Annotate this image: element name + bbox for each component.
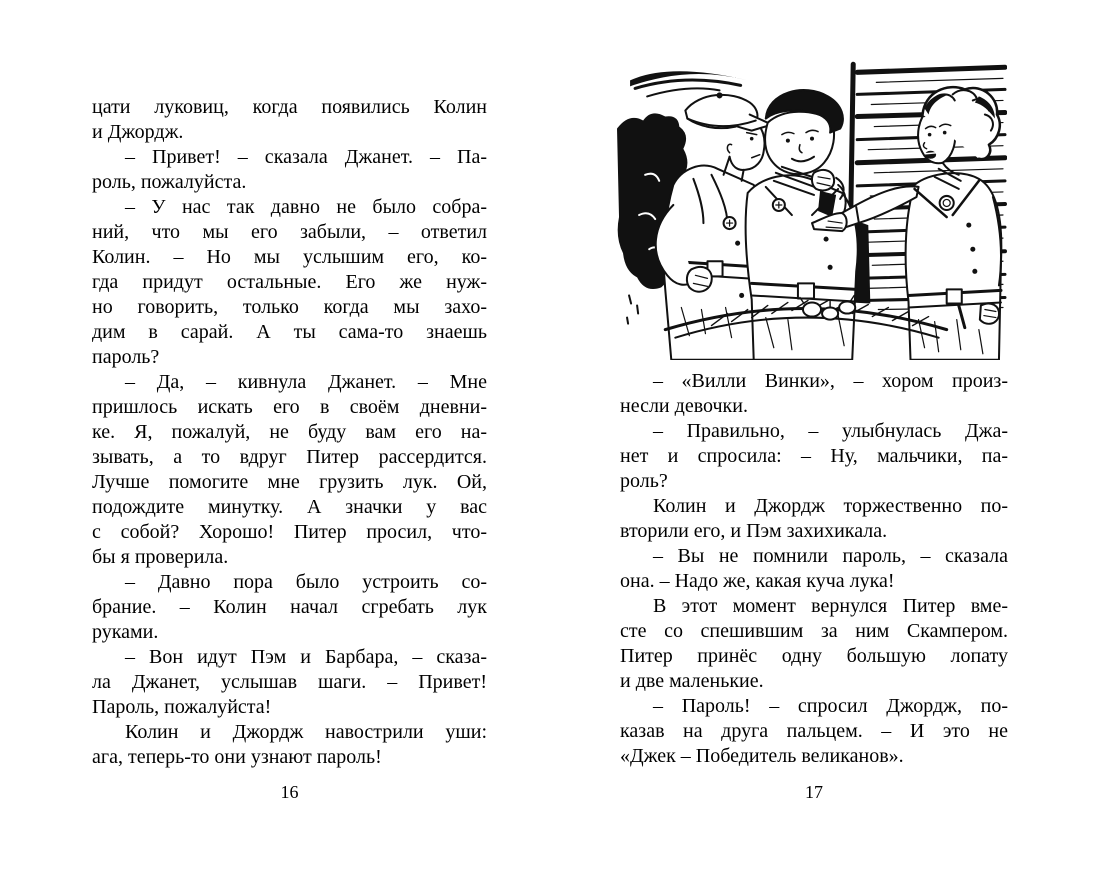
text-line: цати луковиц, когда появились Колин [92, 96, 487, 118]
text-line: – Давно пора было устроить со- [125, 571, 487, 593]
text-line: ке. Я, пожалуй, не буду вам его на- [92, 421, 487, 443]
text-line: Питер принёс одну большую лопату [620, 645, 1008, 667]
text-line: роль? [620, 470, 668, 492]
right-page-text [620, 369, 1008, 769]
text-line: сте со спешившим за ним Скампером. [620, 620, 1008, 642]
text-line: – Да, – кивнула Джанет. – Мне [125, 371, 487, 393]
text-line: вторили его, и Пэм захихикала. [620, 520, 888, 542]
text-line: и Джордж. [92, 121, 184, 143]
text-line: гда придут остальные. Его же нуж- [92, 271, 487, 293]
text-line: несли девочки. [620, 395, 748, 417]
text-line: «Джек – Победитель великанов». [620, 745, 904, 767]
text-line: брание. – Колин начал сгребать лук [92, 596, 487, 618]
sky-scribble [630, 71, 748, 96]
text-line: пришлось искать его в своём дневни- [92, 396, 487, 418]
text-line: – У нас так давно не было собра- [125, 196, 487, 218]
text-line: Лучше помогите мне грузить лук. Ой, [92, 471, 487, 493]
text-line: она. – Надо же, какая куча лука! [620, 570, 895, 592]
book-illustration [615, 56, 1007, 360]
text-line: Колин и Джордж навострили уши: [125, 721, 487, 743]
text-line: ла Джанет, услышав шаги. – Привет! [92, 671, 487, 693]
text-line: В этот момент вернулся Питер вме- [653, 595, 1008, 617]
text-line: ний, что мы его забыли, – ответил [92, 221, 487, 243]
text-line: но говорить, только когда мы захо- [92, 296, 487, 318]
text-line: – Вон идут Пэм и Барбара, – сказа- [125, 646, 487, 668]
text-line: – Пароль! – спросил Джордж, по- [653, 695, 1008, 717]
text-line: и две маленькие. [620, 670, 764, 692]
text-line: подождите минутку. А значки у вас [92, 496, 487, 518]
text-line: руками. [92, 621, 159, 643]
page-number-right: 17 [805, 782, 823, 802]
text-line: с собой? Хорошо! Питер просил, что- [92, 521, 487, 543]
text-line: роль, пожалуйста. [92, 171, 247, 193]
text-line: казав на друга пальцем. – И это не [620, 720, 1008, 742]
page-number-left: 16 [280, 782, 299, 802]
text-line: Колин. – Но мы услышим его, ко- [92, 246, 487, 268]
text-line: Колин и Джордж торжественно по- [653, 495, 1008, 517]
text-line: бы я проверила. [92, 546, 229, 568]
text-line: – Привет! – сказала Джанет. – Па- [125, 146, 487, 168]
text-line: – «Вилли Винки», – хором произ- [653, 370, 1008, 392]
text-line: Пароль, пожалуйста! [92, 696, 272, 718]
text-line: дим в сарай. А ты сама-то знаешь [92, 321, 487, 343]
text-line: ага, теперь-то они узнают пароль! [92, 746, 382, 768]
text-line: зывать, а то вдруг Питер рассердится. [92, 446, 487, 468]
left-page-text [92, 95, 487, 770]
text-line: нет и спросила: – Ну, мальчики, па- [620, 445, 1008, 467]
text-line: – Вы не помнили пароль, – сказала [653, 545, 1008, 567]
text-line: пароль? [92, 346, 160, 368]
text-line: – Правильно, – улыбнулась Джа- [653, 420, 1008, 442]
